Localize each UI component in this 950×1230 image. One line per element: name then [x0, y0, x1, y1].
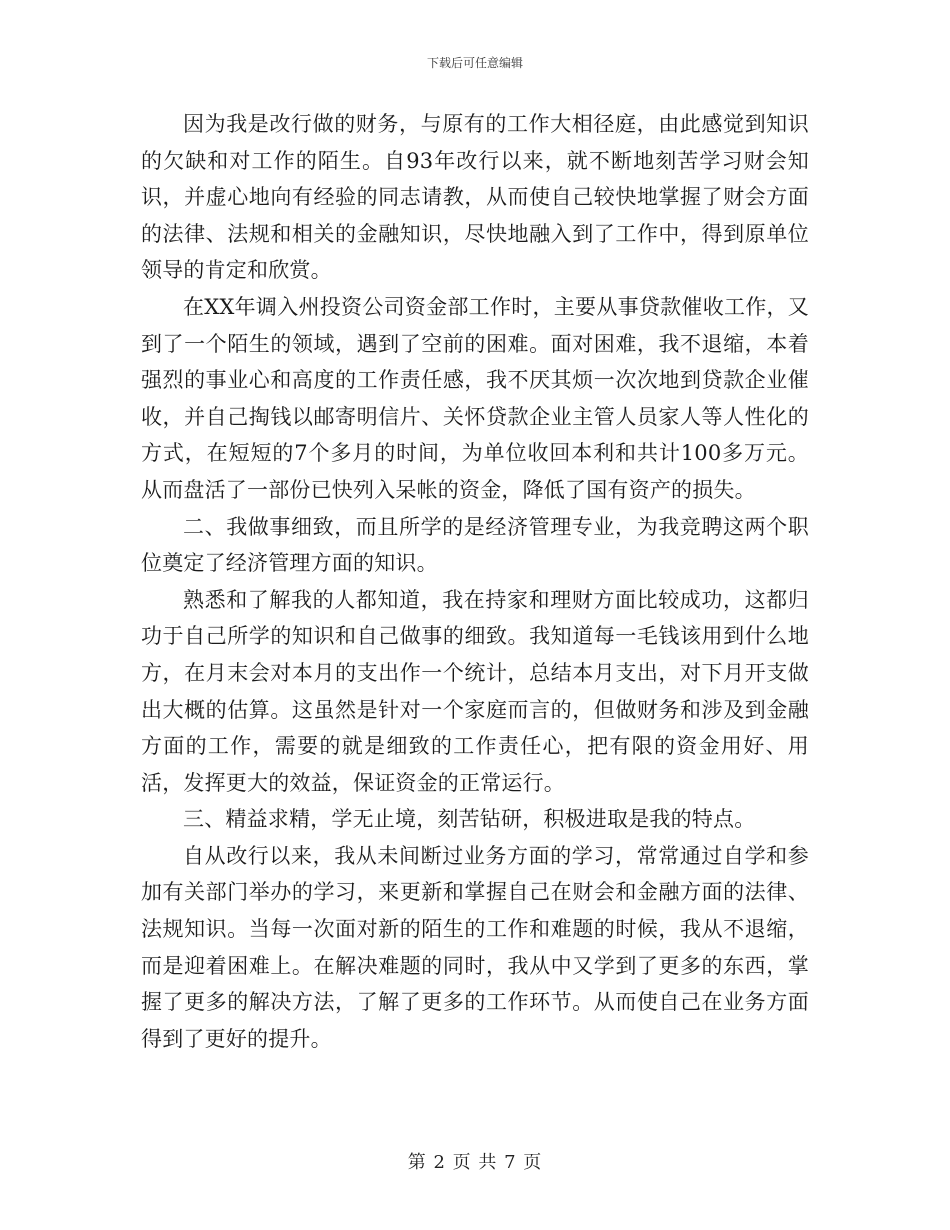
document-body [141, 106, 809, 1057]
page-header-note: 下载后可任意编辑 [426, 56, 523, 70]
paragraph-2: 在XX年调入州投资公司资金部工作时，主要从事贷款催收工作，又到了一个陌生的领域，遇到了空前的困难。面对困难，我不退缩，本着强烈的事业心和高度的工作责任感，我不厌其烦一次次地到贷款企业催收，并自己掏钱以邮寄明信片、关怀贷款企业主管人员家人等人性化的方式，在短短的7个多月的时间，为单位收回本利和共计100多万元。从而盘活了一部份已快列入呆帐的资金，降低了国有资产的损失。 [141, 294, 809, 502]
paragraph-3: 二、我做事细致，而且所学的是经济管理专业，为我竞聘这两个职位奠定了经济管理方面的知识。 [141, 514, 809, 576]
paragraph-1: 因为我是改行做的财务，与原有的工作大相径庭，由此感觉到知识的欠缺和对工作的陌生。自93年改行以来，就不断地刻苦学习财会知识，并虚心地向有经验的同志请教，从而使自己较快地掌握了财会方面的法律、法规和相关的金融知识，尽快地融入到了工作中，得到原单位领导的肯定和欣赏。 [141, 112, 809, 283]
page-number-footer: 第 2 页 共 7 页 [407, 1152, 543, 1173]
paragraph-5: 三、精益求精，学无止境，刻苦钻研，积极进取是我的特点。 [183, 807, 756, 832]
paragraph-6: 自从改行以来，我从未间断过业务方面的学习，常常通过自学和参加有关部门举办的学习，来更新和掌握自己在财会和金融方面的法律、法规知识。当每一次面对新的陌生的工作和难题的时候，我从不退缩，而是迎着困难上。在解决难题的同时，我从中又学到了更多的东西，掌握了更多的解决方法，了解了更多的工作环节。从而使自己在业务方面得到了更好的提升。 [141, 843, 809, 1051]
paragraph-4: 熟悉和了解我的人都知道，我在持家和理财方面比较成功，这都归功于自己所学的知识和自己做事的细致。我知道每一毛钱该用到什么地方，在月末会对本月的支出作一个统计，总结本月支出，对下月开支做出大概的估算。这虽然是针对一个家庭而言的，但做财务和涉及到金融方面的工作，需要的就是细致的工作责任心，把有限的资金用好、用活，发挥更大的效益，保证资金的正常运行。 [141, 587, 809, 795]
